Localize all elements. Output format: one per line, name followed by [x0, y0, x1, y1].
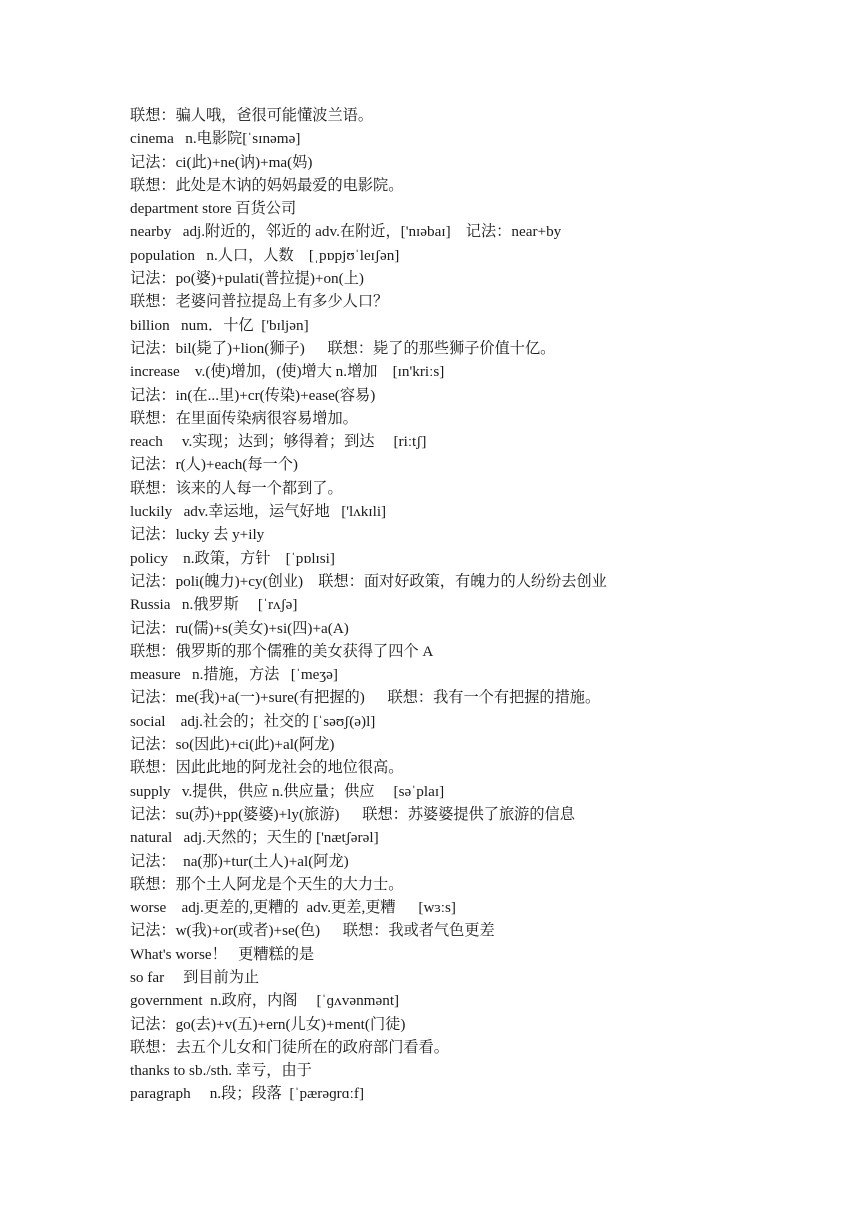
text-line: 联想：那个土人阿龙是个天生的大力士。 [130, 875, 404, 893]
text-line: so far 到目前为止 [130, 968, 260, 986]
text-line: thanks to sb./sth. 幸亏，由于 [130, 1062, 312, 1080]
text-line: 记法： na(那)+tur(土人)+al(阿龙) [130, 852, 349, 870]
text-line: 记法：poli(魄力)+cy(创业) 联想：面对好政策，有魄力的人纷纷去创业 [130, 572, 607, 590]
text-line: 记法：po(婆)+pulati(普拉提)+on(上) [130, 270, 364, 288]
text-line: supply v.提供，供应 n.供应量；供应 [səˈplaɪ] [130, 782, 445, 800]
text-line: 联想：在里面传染病很容易增加。 [130, 409, 358, 427]
vocabulary-notes [130, 104, 830, 1106]
text-line: 联想：此处是木讷的妈妈最爱的电影院。 [130, 176, 404, 194]
text-line: 联想：该来的人每一个都到了。 [130, 479, 343, 497]
text-line: natural adj.天然的；天生的 ['nætʃərəl] [130, 829, 379, 847]
text-line: paragraph n.段；段落 [ˈpærəɡrɑːf] [130, 1085, 364, 1103]
text-line: reach v.实现；达到；够得着；到达 [riːtʃ] [130, 433, 427, 451]
text-line: 联想：因此此地的阿龙社会的地位很高。 [130, 759, 404, 777]
text-line: 记法：r(人)+each(每一个) [130, 456, 298, 474]
text-line: measure n.措施，方法 [ˈmeʒə] [130, 666, 338, 684]
text-line: 记法：ru(儒)+s(美女)+si(四)+a(A) [130, 619, 349, 637]
text-line: 记法：so(因此)+ci(此)+al(阿龙) [130, 736, 335, 754]
text-line: 联想：俄罗斯的那个儒雅的美女获得了四个 A [130, 642, 434, 660]
text-line: cinema n.电影院[ˈsɪnəmə] [130, 130, 301, 148]
text-line: Russia n.俄罗斯 [ˈrʌʃə] [130, 596, 298, 614]
text-line: 记法：bil(毙了)+lion(狮子) 联想：毙了的那些狮子价值十亿。 [130, 339, 556, 357]
text-line: 记法：lucky 去 y+ily [130, 526, 265, 544]
text-line: billion num．十亿 ['bɪljən] [130, 316, 309, 334]
text-line: nearby adj.附近的，邻近的 adv.在附近，['nɪəbaɪ] 记法：near+by [130, 223, 562, 241]
text-line: 记法：ci(此)+ne(讷)+ma(妈) [130, 153, 313, 171]
text-line: 记法：go(去)+v(五)+ern(儿女)+ment(门徒) [130, 1015, 406, 1033]
text-line: 记法：in(在...里)+cr(传染)+ease(容易) [130, 386, 376, 404]
text-line: worse adj.更差的,更糟的 adv.更差,更糟 [wɜːs] [130, 899, 456, 917]
text-line: What's worse！ 更糟糕的是 [130, 945, 315, 963]
text-line: 记法：w(我)+or(或者)+se(色) 联想：我或者气色更差 [130, 922, 495, 940]
text-line: department store 百货公司 [130, 200, 297, 218]
text-line: 联想：老婆问普拉提岛上有多少人口？ [130, 293, 389, 311]
text-line: government n.政府，内阁 [ˈɡʌvənmənt] [130, 992, 400, 1010]
text-line: increase v.(使)增加，(使)增大 n.增加 [ɪn'kriːs] [130, 363, 445, 381]
text-line: 记法：su(苏)+pp(婆婆)+ly(旅游) 联想：苏婆婆提供了旅游的信息 [130, 805, 575, 823]
text-line: 联想：骗人哦，爸很可能懂波兰语。 [130, 107, 373, 124]
text-line: policy n.政策，方针 [ˈpɒlɪsi] [130, 549, 335, 567]
text-line: luckily adv.幸运地，运气好地 ['lʌkɪli] [130, 503, 387, 521]
text-line: 联想：去五个儿女和门徒所在的政府部门看看。 [130, 1038, 449, 1056]
text-line: social adj.社会的；社交的 [ˈsəʊʃ(ə)l] [130, 712, 376, 730]
text-line: 记法：me(我)+a(一)+sure(有把握的) 联想：我有一个有把握的措施。 [130, 689, 601, 707]
text-line: population n.人口，人数 [ˌpɒpjʊˈleɪʃən] [130, 246, 400, 264]
